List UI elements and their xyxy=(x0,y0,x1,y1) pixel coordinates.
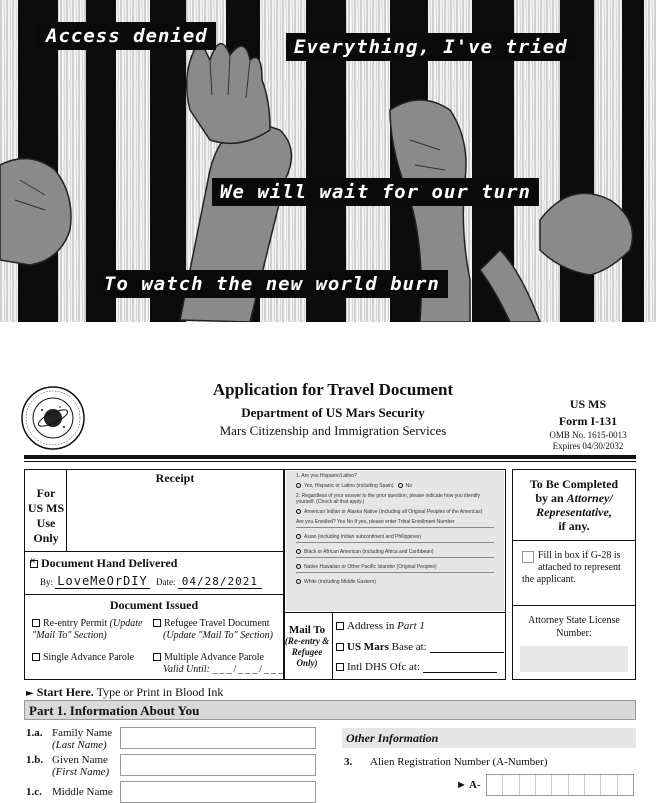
middle-name-label: 1.c. Middle Name xyxy=(26,786,113,798)
ethnicity-panel: 1. Are you Hispanic/Latino? Yes, Hispanic or Latino (including Spain) No 2. Regardless of your answer to the prior question, please indicate how you identify yourself. (Check all that apply.) American Indian or Alaska Native (including all Original Peoples of the Americas) Are you Enrolled? Yes No If yes, please enter Tribal Enrollment Number Asian (including Indian subcontinent and Philippines) Black or African American (including Africa and Caribbean) Native Hawaiian or Other Pacific Islander (Original Peoples) White (including Middle Eastern) xyxy=(286,471,504,611)
usms-use-only: For US MS Use Only xyxy=(27,486,65,545)
mail-dhs-option[interactable]: Intl DHS Ofc at: xyxy=(336,661,497,673)
mail-address-part1-checkbox[interactable] xyxy=(336,622,344,630)
divider xyxy=(66,469,67,551)
middle-name-input[interactable] xyxy=(120,781,316,803)
expiry-date: Expires 04/30/2032 xyxy=(552,441,624,451)
caption-everything-tried: Everything, I've tried xyxy=(286,33,576,61)
g28-checkbox[interactable] xyxy=(522,551,534,563)
reentry-permit-option[interactable]: Re-entry Permit (Update "Mail To" Section) xyxy=(32,618,143,641)
department-name: Department of US Mars Security xyxy=(241,405,425,420)
delivered-by-line: By: LoveMeOrDIY Date: 04/28/2021 xyxy=(40,574,262,588)
start-here-instruction: ► Start Here. Type or Print in Blood Ink xyxy=(26,685,224,699)
refugee-doc-option[interactable]: Refugee Travel Document (Update "Mail To" Section) xyxy=(153,618,281,642)
service-name: Mars Citizenship and Immigration Services xyxy=(219,423,447,438)
divider xyxy=(512,540,636,541)
form-header xyxy=(150,380,516,439)
mail-base-checkbox[interactable] xyxy=(336,643,344,651)
divider xyxy=(332,612,333,680)
attorney-title: To Be Completed by an Attorney/ Representative, if any. xyxy=(529,477,619,533)
multiple-parole-option[interactable]: Multiple Advance Parole Valid Until: ___/___/___ xyxy=(153,652,285,676)
mail-dhs-checkbox[interactable] xyxy=(336,663,344,671)
delivered-date-value[interactable]: 04/28/2021 xyxy=(178,575,262,589)
mail-dhs-input[interactable] xyxy=(423,672,497,673)
caption-access-denied: Access denied xyxy=(38,22,216,50)
attorney-license-label: Attorney State License Number: xyxy=(528,615,620,639)
mail-address-part1-option[interactable]: Address in Part 1 xyxy=(336,620,425,632)
mail-to-label: Mail To (Re-entry & Refugee Only) xyxy=(284,624,330,668)
header-divider-thin xyxy=(24,461,636,462)
single-parole-option[interactable]: Single Advance Parole xyxy=(32,652,134,664)
delivered-by-value[interactable]: LoveMeOrDIY xyxy=(57,574,148,588)
form-title: Application for Travel Document xyxy=(212,380,454,399)
reentry-permit-checkbox[interactable] xyxy=(32,619,40,627)
hand-delivered-checkbox[interactable] xyxy=(30,560,38,568)
divider xyxy=(24,551,284,552)
agency-abbrev: US MS xyxy=(569,397,607,411)
divider xyxy=(512,605,636,606)
a-number-prefix: ► A- xyxy=(456,779,481,791)
form-number: Form I-131 xyxy=(558,414,618,428)
divider xyxy=(24,594,284,595)
document-issued-title: Document Issued xyxy=(109,598,199,612)
header-divider xyxy=(24,455,636,459)
family-name-input[interactable] xyxy=(120,727,316,749)
omb-number: OMB No. 1615-0013 xyxy=(549,430,627,440)
caption-world-burn: To watch the new world burn xyxy=(96,270,448,298)
receipt-label: Receipt xyxy=(155,471,195,485)
given-name-input[interactable] xyxy=(120,754,316,776)
single-parole-checkbox[interactable] xyxy=(32,653,40,661)
g28-option[interactable]: Fill in box if G-28 is attached to represent the applicant. xyxy=(522,550,621,585)
part1-header: Part 1. Information About You xyxy=(24,700,636,720)
multiple-parole-checkbox[interactable] xyxy=(153,653,161,661)
a-number-label: 3. Alien Registration Number (A-Number) xyxy=(344,756,548,768)
agency-seal-icon xyxy=(20,385,86,451)
divider xyxy=(284,612,506,613)
attorney-license-input[interactable] xyxy=(520,646,628,672)
caption-wait-turn: We will wait for our turn xyxy=(212,178,539,206)
mail-base-option[interactable]: US Mars Base at: xyxy=(336,641,504,653)
family-name-label: 1.a. Family Name (Last Name) xyxy=(26,727,113,751)
refugee-doc-checkbox[interactable] xyxy=(153,619,161,627)
given-name-label: 1.b. Given Name (First Name) xyxy=(26,754,110,778)
form-id-block xyxy=(540,397,636,451)
hand-delivered-option[interactable]: ×Document Hand Delivered xyxy=(30,556,177,571)
comic-panel xyxy=(0,0,656,322)
a-number-input[interactable] xyxy=(486,774,634,796)
mail-base-input[interactable] xyxy=(430,652,504,653)
other-information-header: Other Information xyxy=(342,728,636,748)
